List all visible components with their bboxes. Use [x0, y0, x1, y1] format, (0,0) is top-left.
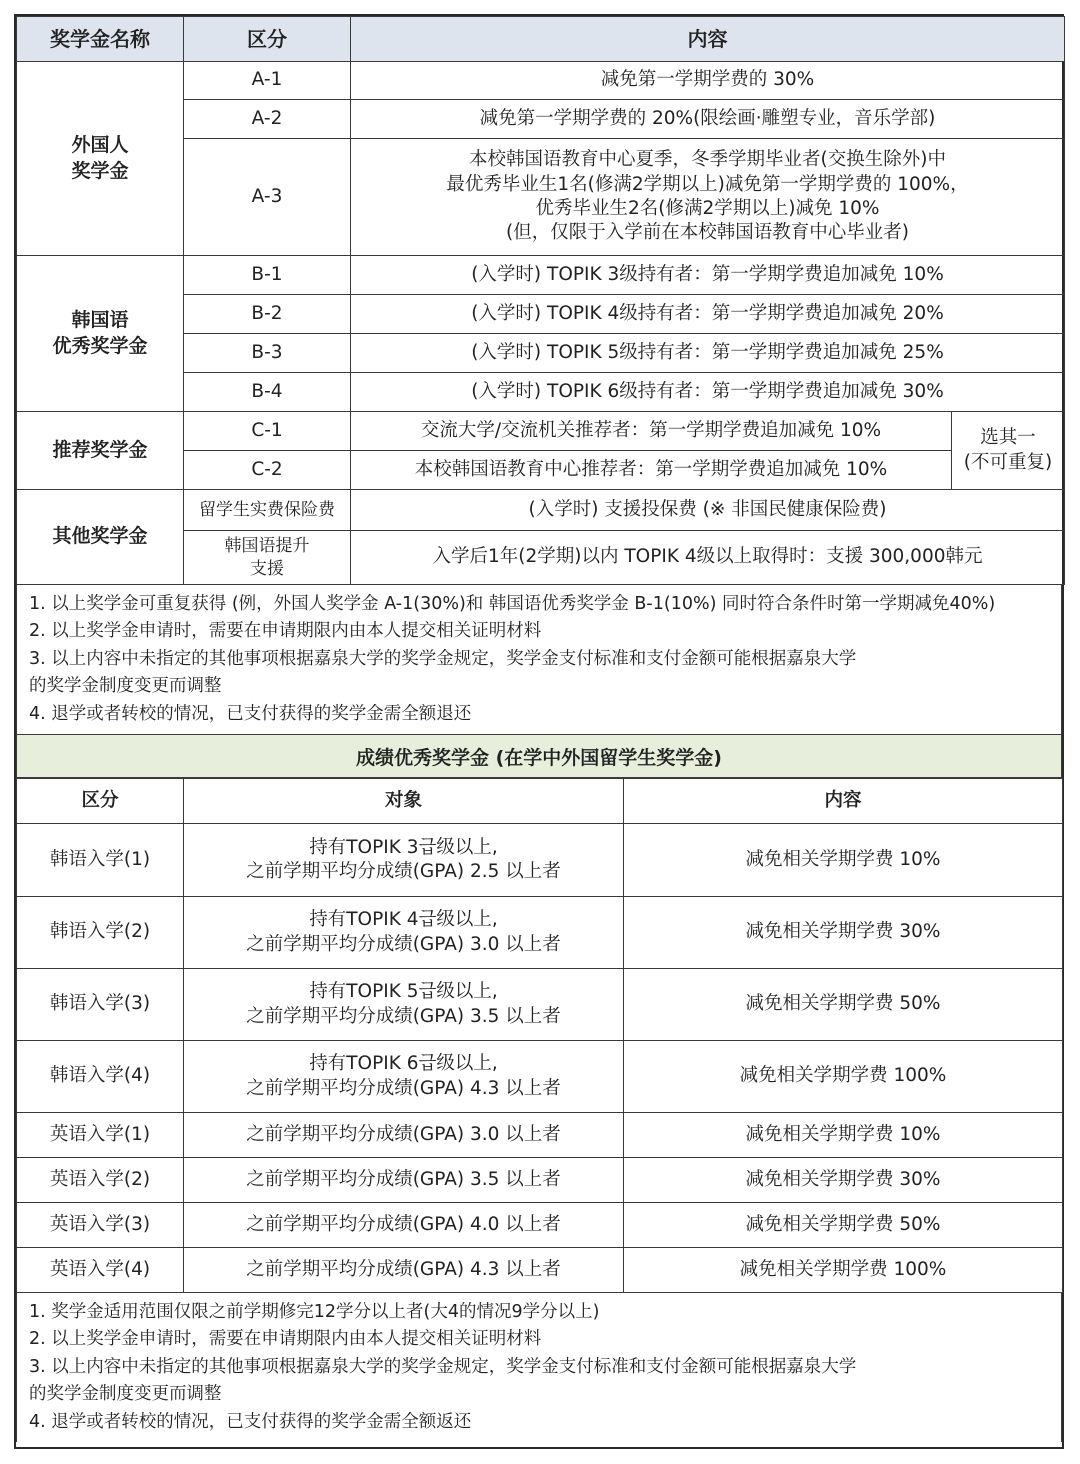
code-cell: C-2 [184, 451, 351, 490]
content-cell: 入学后1年(2学期)以内 TOPIK 4级以上取得时：支援 300,000韩元 [351, 531, 1065, 585]
table-row [17, 256, 1065, 295]
code-cell: B-1 [184, 256, 351, 295]
header-category: 区分 [17, 779, 184, 824]
note-line: 2. 以上奖学金申请时，需要在申请期限内由本人提交相关证明材料 [29, 621, 542, 642]
note-line: 1. 以上奖学金可重复获得 (例，外国人奖学金 A-1(30%)和 韩国语优秀奖学金 B-1(10%) 同时符合条件时第一学期减免40%) [29, 594, 996, 614]
recommend-scholarship-name: 推荐奖学金 [17, 412, 184, 490]
header-category: 区分 [184, 17, 351, 62]
notes-section-1 [16, 585, 1062, 734]
merit-scholarship-banner: 成绩优秀奖学金 (在学中外国留学生奖学金) [16, 734, 1062, 778]
code-cell: A-1 [184, 62, 351, 100]
note-line: 2. 以上奖学金申请时，需要在申请期限内由本人提交相关证明材料 [29, 1329, 542, 1350]
table-row [17, 969, 1063, 1041]
table-row [17, 1248, 1063, 1293]
target-cell: 之前学期平均分成绩(GPA) 3.0 以上者 [184, 1113, 624, 1158]
note-line: 的奖学金制度变更而调整 [29, 1384, 222, 1405]
other-scholarship-name: 其他奖学金 [17, 490, 184, 585]
target-cell: 之前学期平均分成绩(GPA) 3.5 以上者 [184, 1158, 624, 1203]
merit-scholarship-table [16, 778, 1063, 1293]
table-row [17, 490, 1065, 531]
content-cell: 减免第一学期学费的 30% [351, 62, 1065, 100]
table-row [17, 824, 1063, 897]
note-line: 3. 以上内容中未指定的其他事项根据嘉泉大学的奖学金规定，奖学金支付标准和支付金额可能根据嘉泉大学 [29, 648, 857, 669]
content-cell: 本校韩国语教育中心推荐者：第一学期学费追加减免 10% [351, 451, 952, 490]
category-cell: 英语入学(3) [17, 1203, 184, 1248]
foreign-scholarship-name: 外国人 奖学金 [17, 62, 184, 256]
code-cell: B-2 [184, 295, 351, 334]
category-cell: 韩语入学(3) [17, 969, 184, 1041]
content-cell: (入学时) TOPIK 6级持有者：第一学期学费追加减免 30% [351, 373, 1065, 412]
table-header-row [17, 17, 1065, 62]
target-cell: 持有TOPIK 6급级以上, 之前学期平均分成绩(GPA) 4.3 以上者 [184, 1041, 624, 1113]
note-line: 4. 退学或者转校的情况，已支付获得的奖学金需全额退还 [29, 703, 472, 724]
content-cell: 减免相关学期学费 50% [624, 1203, 1063, 1248]
code-cell: A-2 [184, 100, 351, 139]
content-cell: 减免相关学期学费 30% [624, 897, 1063, 969]
table-row [17, 412, 1065, 451]
target-cell: 持有TOPIK 5급级以上, 之前学期平均分成绩(GPA) 3.5 以上者 [184, 969, 624, 1041]
category-cell: 英语入学(4) [17, 1248, 184, 1293]
content-cell: 减免相关学期学费 100% [624, 1248, 1063, 1293]
table-row [17, 897, 1063, 969]
scholarship-table [16, 16, 1065, 585]
target-cell: 持有TOPIK 3급级以上, 之前学期平均分成绩(GPA) 2.5 以上者 [184, 824, 624, 897]
target-cell: 之前学期平均分成绩(GPA) 4.3 以上者 [184, 1248, 624, 1293]
table-header-row [17, 779, 1063, 824]
note-line: 3. 以上内容中未指定的其他事项根据嘉泉大学的奖学金规定，奖学金支付标准和支付金额可能根据嘉泉大学 [29, 1356, 857, 1377]
category-cell: 英语入学(1) [17, 1113, 184, 1158]
table-row [17, 1158, 1063, 1203]
table-row [17, 62, 1065, 100]
target-cell: 持有TOPIK 4급级以上, 之前学期平均分成绩(GPA) 3.0 以上者 [184, 897, 624, 969]
content-cell: (入学时) TOPIK 3级持有者：第一学期学费追加减免 10% [351, 256, 1065, 295]
notes-section-2 [16, 1293, 1062, 1442]
code-cell: A-3 [184, 139, 351, 256]
content-cell: (入学时) TOPIK 4级持有者：第一学期学费追加减免 20% [351, 295, 1065, 334]
category-cell: 韩语入学(4) [17, 1041, 184, 1113]
header-content: 内容 [351, 17, 1065, 62]
content-cell: 减免第一学期学费的 20%(限绘画·雕塑专业，音乐学部) [351, 100, 1065, 139]
code-cell: 韩国语提升 支援 [184, 531, 351, 585]
code-cell: 留学生实费保险费 [184, 490, 351, 531]
content-cell: 交流大学/交流机关推荐者：第一学期学费追加减免 10% [351, 412, 952, 451]
header-target: 对象 [184, 779, 624, 824]
table-row [17, 1041, 1063, 1113]
content-cell: 减免相关学期学费 10% [624, 1113, 1063, 1158]
content-cell: 本校韩国语教育中心夏季，冬季学期毕业者(交换生除外)中 最优秀毕业生1名(修满2学期以上)减免第一学期学费的 100%， 优秀毕业生2名(修满2学期以上)减免 10% (但，仅限于入学前在本校韩国语教育中心毕业者) [351, 139, 1065, 256]
note-line: 的奖学金制度变更而调整 [29, 676, 222, 697]
content-cell: (入学时) 支援投保费 (※ 非国民健康保险费) [351, 490, 1065, 531]
note-line: 1. 奖学金适用范围仅限之前学期修完12学分以上者(大4的情况9学分以上) [29, 1302, 600, 1322]
content-cell: 减免相关学期学费 10% [624, 824, 1063, 897]
table-row [17, 1113, 1063, 1158]
category-cell: 韩语入学(2) [17, 897, 184, 969]
note-line: 4. 退学或者转校的情况，已支付获得的奖学金需全额返还 [29, 1411, 472, 1432]
category-cell: 韩语入学(1) [17, 824, 184, 897]
header-content: 内容 [624, 779, 1063, 824]
choose-one-note: 选其一 (不可重复) [952, 412, 1065, 490]
content-cell: (入学时) TOPIK 5级持有者：第一学期学费追加减免 25% [351, 334, 1065, 373]
header-name: 奖学金名称 [17, 17, 184, 62]
korean-scholarship-name: 韩国语 优秀奖学金 [17, 256, 184, 412]
content-cell: 减免相关学期学费 50% [624, 969, 1063, 1041]
scholarship-document [14, 14, 1064, 1449]
category-cell: 英语入学(2) [17, 1158, 184, 1203]
content-cell: 减免相关学期学费 100% [624, 1041, 1063, 1113]
code-cell: B-4 [184, 373, 351, 412]
code-cell: C-1 [184, 412, 351, 451]
table-row [17, 1203, 1063, 1248]
code-cell: B-3 [184, 334, 351, 373]
target-cell: 之前学期平均分成绩(GPA) 4.0 以上者 [184, 1203, 624, 1248]
content-cell: 减免相关学期学费 30% [624, 1158, 1063, 1203]
